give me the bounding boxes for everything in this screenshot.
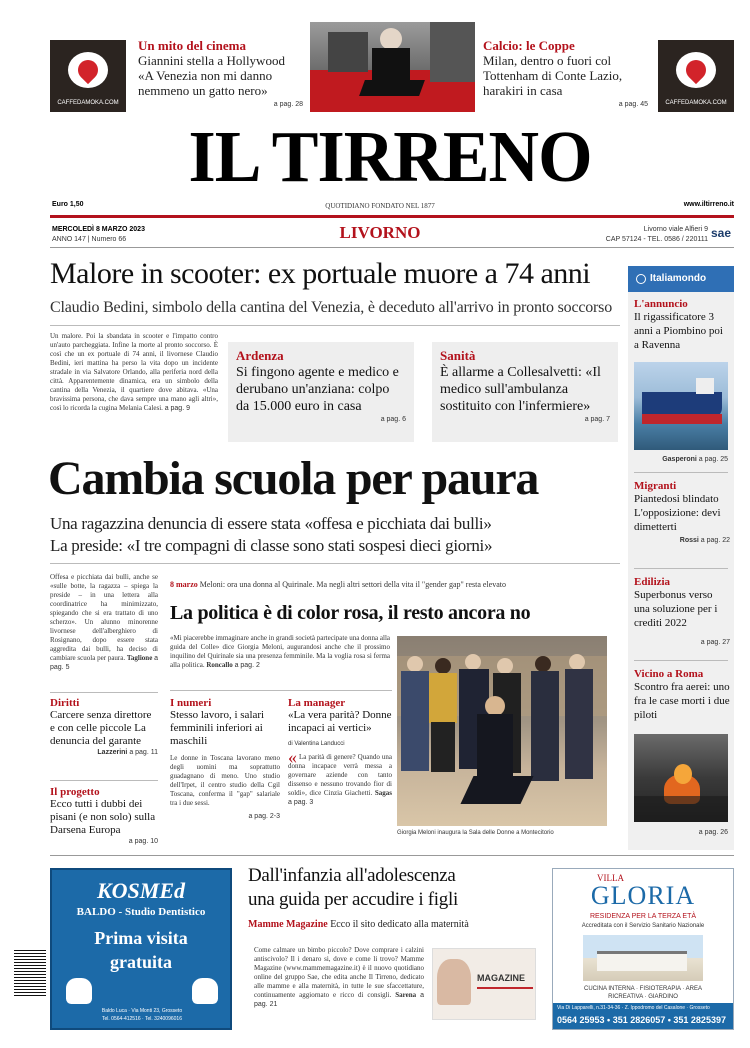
left-kicker: Diritti: [50, 697, 80, 709]
women-intro: [170, 634, 390, 670]
ad-kosmed[interactable]: [50, 868, 232, 1030]
left-ref-text: a pag. 11: [129, 749, 158, 756]
ad-line2: gratuita: [110, 952, 172, 972]
sae-logo: sae: [711, 226, 732, 240]
box-sanita[interactable]: [432, 342, 618, 442]
manager-text: «La vera parità? Donne incapaci ai vertici»: [288, 709, 392, 734]
box-kicker: Sanità: [440, 348, 476, 363]
bottom-kicker-text: Ecco il sito dedicato alla maternità: [330, 919, 469, 930]
ad-brand: GLORIA: [590, 881, 696, 910]
website[interactable]: www.iltirreno.it: [683, 201, 734, 208]
left-byline: Lazzerini: [97, 749, 128, 756]
barcode: [14, 948, 46, 996]
sidebar-ref: a pag. 27: [700, 639, 730, 646]
coffee-cup-icon: [676, 52, 716, 88]
box-text: Si fingono agente e medico e derubano un'anziana: colpo da 15.000 euro in casa: [236, 365, 399, 414]
teaser-top-right[interactable]: [483, 38, 648, 109]
box-ref: a pag. 7: [584, 416, 610, 423]
numbers-text: Stesso lavoro, i salari femminili inferiori ai maschili: [170, 709, 265, 747]
numbers-body: Le donne in Toscana lavorano meno degli uomini ma soprattutto guadagnano di meno. Uno studio dell'Irpet, il centro studio della Cgil Toscana, conferma il "gap" salariale tra i due sessi.: [170, 754, 280, 807]
coffee-cup-icon: [68, 52, 108, 88]
left-text: Carcere senza direttore e con celle piccole La denuncia del garante: [50, 709, 152, 747]
left-text: Ecco tutti i dubbi dei pisani (e non solo) sulla Darsena Europa: [50, 798, 156, 836]
bottom-kicker-line: [248, 918, 548, 931]
sidebar-kicker: Vicino a Roma: [634, 668, 704, 680]
lead-body-text: Un malore. Poi la sbandata in scooter e l'impatto contro un'auto parcheggiata. Infine la morte al pronto soccorso. È così che un ex portuale di 74 anni, il livornese Claudio Bedini, ieri mattina ha perso la vita dopo un incidente stradale in via Salvatore Orlando, alla periferia nord della città. Apparentemente dinamica, era un simbolo della cantina della Venezia, il quartiere dove abitava. «Una bravissima persona, che dava sempre una mano agli altri», così lo ricorda la cugina Melania Calesi.: [50, 332, 218, 412]
issue: ANNO 147 | Numero 66: [52, 236, 127, 243]
manager-ref: a pag. 3: [288, 799, 314, 806]
sidebar-divider: [634, 472, 728, 473]
manager-quote: La parità di genere? Quando una donna incapace verrà messa a governare aziende con tanto dissenso e nessuno trovando fior di soldi», dice Cinzia Giachetti.: [288, 753, 392, 797]
sidebar-text: Piantedosi blindato L'opposizione: devi dimetterti: [634, 493, 721, 533]
manager-box[interactable]: [288, 697, 392, 807]
numbers-box[interactable]: [170, 697, 280, 821]
main-sub2: La preside: «I tre compagni di classe sono stati sospesi dieci giorni»: [50, 536, 493, 555]
sidebar-kicker: L'annuncio: [634, 298, 688, 310]
ad-villa-gloria[interactable]: [552, 868, 734, 1030]
lead-headline[interactable]: Malore in scooter: ex portuale muore a 74 anni: [50, 257, 591, 290]
header-rule: [50, 215, 734, 218]
main-headline[interactable]: Cambia scuola per paura: [48, 452, 539, 505]
ad-address: Baldo Luca · Via Monti 23, Grosseto: [101, 1008, 183, 1014]
left-item-diritti[interactable]: [50, 697, 158, 757]
magazine-image: [432, 948, 536, 1020]
left-ref: a pag. 10: [128, 838, 158, 845]
price: Euro 1,50: [52, 201, 84, 208]
main-ref: a pag. 5: [50, 655, 158, 671]
women-headline[interactable]: La politica è di color rosa, il resto ancora no: [170, 602, 531, 624]
teaser-text: Milan, dentro o fuori col Tottenham di Conte Lazio, harakiri in casa: [483, 53, 623, 98]
header-divider: [50, 247, 734, 248]
sidebar-ref: [634, 536, 730, 545]
lead-divider: [50, 325, 620, 326]
box-text: È allarme a Collesalvetti: «Il medico sull'ambulanza sostituito con l'infermiere»: [440, 365, 601, 414]
sidebar-ref-text: a pag. 22: [700, 537, 730, 544]
teaser-kicker: Un mito del cinema: [138, 38, 246, 53]
left-kicker: Il progetto: [50, 786, 100, 798]
ad-coffee-left[interactable]: [50, 40, 126, 112]
crash-photo: [634, 734, 728, 822]
main-sub1: Una ragazzina denuncia di essere stata «offesa e picchiata dai bulli»: [50, 514, 492, 533]
sidebar-text: Superbonus verso una soluzione per i crediti 2022: [634, 589, 718, 629]
manager-kicker: La manager: [288, 697, 346, 709]
ad-sub: BALDO - Studio Dentistico: [76, 906, 206, 918]
women-kicker: 8 marzo: [170, 580, 198, 589]
sidebar-kicker: Edilizia: [634, 576, 671, 588]
left-divider-1: [50, 692, 158, 693]
sidebar-divider: [634, 660, 728, 661]
manager-author: di Valentina Landucci: [288, 741, 345, 747]
manager-byline: Sagas: [374, 789, 393, 797]
quote-mark-icon: «: [288, 747, 297, 767]
sidebar-ref: a pag. 26: [698, 829, 728, 836]
box-kicker: Ardenza: [236, 348, 284, 363]
teaser-ref: a pag. 28: [273, 101, 303, 108]
date: MERCOLEDÌ 8 MARZO 2023: [52, 226, 145, 233]
women-intro-byline: Roncallo: [206, 661, 233, 669]
globe-icon: [636, 274, 646, 284]
sidebar-item-roma[interactable]: [634, 668, 730, 722]
left-ref: [50, 748, 158, 757]
bottom-body-text: Come calmare un bimbo piccolo? Dove comprare i calzini antiscivolo? Il i denaro si, dove e come li trovo? Mamme Magazine (www.mammemagazine.it) è il nuovo quotidiano online del gruppo Sae, che edita anche Il Tirreno, dedicato alle mamme e alla maternità, in tutte le sue sfaccettature, continuamente aggiornato e ricco di consigli.: [254, 946, 424, 999]
sidebar-divider: [634, 568, 728, 569]
bottom-body: [254, 946, 424, 1009]
building-photo: [583, 935, 703, 981]
bottom-byline: Sarena: [395, 991, 417, 999]
bottom-headline-1[interactable]: Dall'infanzia all'adolescenza: [248, 865, 456, 886]
main-body-text: Offesa e picchiata dai bulli, anche se «sulle botte, la ragazza – spiega la preside – in una lettera alla coordinatrice ha minimizzato, spiegando che si era trattato di uno scherzo». Un alunno minorenne livornese dell'alberghiero di Rosignano, dopo essere stata aggredita dai bulli, ha deciso di cambiare scuola per paura.: [50, 573, 158, 662]
sidebar-byline: Rossi: [679, 537, 699, 544]
sidebar-ref-text: a pag. 25: [698, 456, 728, 463]
sidebar-header: [628, 266, 734, 292]
sidebar-header-label: Italiamondo: [650, 273, 707, 284]
ship-photo: [634, 362, 728, 450]
teaser-text: Giannini stella a Hollywood «A Venezia non mi danno nemmeno un gatto nero»: [138, 53, 285, 98]
bottom-headline-2[interactable]: una guida per accudire i figli: [248, 889, 458, 910]
women-kicker-text: Meloni: ora una donna al Quirinale. Ma negli altri settori della vita il "gender gap" resta elevato: [199, 580, 506, 589]
ad-sub: RESIDENZA PER LA TERZA ETÀ: [589, 913, 697, 920]
manager-quote-block: [288, 747, 393, 807]
sidebar-item-annuncio[interactable]: [634, 298, 730, 352]
masthead: IL TIRRENO: [188, 117, 592, 198]
teaser-top-left[interactable]: [138, 38, 303, 109]
women-divider: [170, 690, 392, 691]
sidebar-item-edilizia[interactable]: [634, 576, 730, 647]
tooth-icon: [192, 978, 218, 1004]
meloni-photo: [397, 636, 607, 826]
women-intro-ref: a pag. 2: [234, 662, 260, 669]
ad-pre: VILLA: [597, 873, 624, 883]
left-item-progetto[interactable]: [50, 786, 158, 846]
ad-phones: 0564 25953 • 351 2826057 • 351 2825397: [557, 1015, 726, 1025]
box-ref: a pag. 6: [380, 416, 406, 423]
ad-brand: KOSMEd: [96, 878, 186, 903]
ad-label: CAFFEDAMOKA.COM: [665, 100, 727, 106]
ad-features: CUCINA INTERNA · FISIOTERAPIA · AREA RICREATIVA · GIARDINO: [583, 986, 703, 1000]
giannini-photo: [310, 22, 475, 112]
sidebar-ref: [634, 455, 728, 464]
teaser-kicker: Calcio: le Coppe: [483, 38, 575, 53]
bottom-kicker: Mamme Magazine: [248, 919, 328, 930]
tooth-icon: [66, 978, 92, 1004]
left-divider-2: [50, 780, 158, 781]
lead-ref: a pag. 9: [164, 405, 190, 412]
phone: CAP 57124 - TEL. 0586 / 220111: [605, 236, 708, 243]
meloni-caption: Giorgia Meloni inaugura la Sala delle Donne a Montecitorio: [397, 830, 554, 836]
edition: LIVORNO: [339, 223, 421, 242]
ad-line1: Prima visita: [94, 928, 188, 948]
numbers-kicker: I numeri: [170, 697, 212, 709]
sidebar-item-migranti[interactable]: [634, 480, 730, 545]
sidebar-text: Il rigassificatore 3 anni a Piombino poi a Ravenna: [634, 311, 723, 351]
ad-tel: Tel. 0564-412516 · Tel. 3240096016: [102, 1016, 182, 1022]
women-kicker-line: [170, 580, 620, 590]
tagline: QUOTIDIANO FONDATO NEL 1877: [325, 202, 435, 210]
ad-address: Via Di Lapparelli, n.31-34-36 · Z. Ippodromo del Casalone · Grosseto: [557, 1005, 710, 1011]
main-divider: [50, 563, 620, 564]
ad-sub2: Accreditata con il Servizio Sanitario Nazionale: [581, 923, 705, 929]
sidebar-byline: Gasperoni: [662, 456, 697, 463]
women-intro-text: «Mi piacerebbe immaginare anche in grandi società partecipate una donna alla guida del Colle» dice Giorgia Meloni, augurandosi anche che il prossimo inquilino del Quirinale sia una presenza femminile. Ma la voglia rosa si ferma alla politica.: [170, 634, 391, 669]
sidebar-text: Scontro fra aerei: uno fra le case morti i due piloti: [634, 681, 730, 721]
numbers-ref: a pag. 2-3: [248, 813, 280, 820]
box-ardenza[interactable]: [228, 342, 414, 442]
main-byline: Taglione: [126, 654, 153, 662]
address: Livorno viale Alfieri 9: [643, 226, 708, 233]
magazine-label: MAGAZINE: [477, 973, 525, 983]
ad-footer: [553, 1003, 733, 1029]
main-body: [50, 573, 158, 672]
bottom-ref: a pag. 21: [254, 992, 425, 1008]
bottom-rule: [50, 855, 734, 856]
ad-label: CAFFEDAMOKA.COM: [57, 100, 119, 106]
lead-body: [50, 332, 218, 413]
teaser-ref: a pag. 45: [618, 101, 648, 108]
sidebar-kicker: Migranti: [634, 480, 677, 492]
lead-subhead: Claudio Bedini, simbolo della cantina del Venezia, è deceduto all'arrivo in pronto soccorso: [50, 299, 613, 316]
ad-coffee-right[interactable]: [658, 40, 734, 112]
